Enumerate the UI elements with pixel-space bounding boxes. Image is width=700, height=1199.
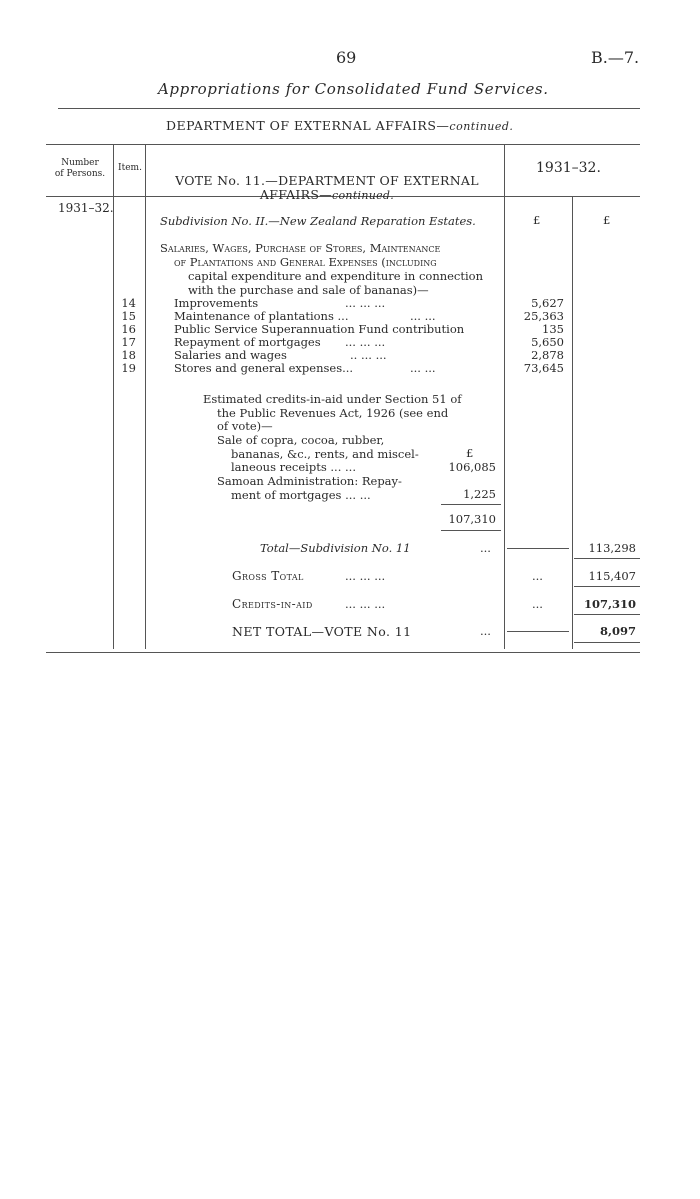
sale-receipts-amount: 106,085	[448, 460, 496, 474]
gross-total-leader: ... ... ...	[345, 569, 386, 583]
pound-sign-credits: £	[466, 446, 474, 460]
item-label: Public Service Superannuation Fund contribution	[174, 322, 465, 336]
credits-in-aid-rule	[574, 614, 640, 615]
samoan-repayment-amount: 1,225	[463, 487, 496, 501]
pound-sign-items: £	[533, 213, 541, 227]
sale-receipts-description: Sale of copra, cocoa, rubber, bananas, &c., rents, and miscel- laneous receipts ... ...	[217, 433, 419, 474]
credits-in-aid-amount: 107,310	[583, 597, 636, 611]
table-top-rule	[46, 144, 640, 145]
subdivision-total-amount: 113,298	[588, 541, 636, 555]
document-reference: B.—7.	[591, 48, 640, 67]
persons-year: 1931–32.	[58, 201, 114, 215]
item-amount: 73,645	[523, 361, 564, 375]
item-leader: ... ... ...	[345, 296, 386, 310]
credits-subtotal-underline	[441, 530, 501, 531]
item-label: Improvements	[174, 296, 259, 310]
net-total-leader: ...	[480, 624, 491, 638]
subdivision-total-dash	[507, 548, 569, 549]
header-item: Item.	[118, 163, 142, 173]
item-number: 14	[121, 296, 136, 310]
item-number: 19	[121, 361, 136, 375]
item-leader: ... ...	[410, 361, 436, 375]
gross-total-rule	[574, 586, 640, 587]
header-number-of-persons: Number of Persons.	[54, 158, 106, 179]
net-total-amount: 8,097	[599, 624, 636, 638]
column-divider-amount	[504, 144, 505, 649]
credits-subtotal-amount: 107,310	[448, 512, 496, 526]
item-amount: 5,650	[531, 335, 564, 349]
item-amount: 2,878	[531, 348, 564, 362]
subdivision-total-rule	[574, 558, 640, 559]
net-total-rule	[574, 642, 640, 643]
item-number: 16	[121, 322, 136, 336]
item-number: 15	[121, 309, 136, 323]
item-number: 18	[121, 348, 136, 362]
item-label: Repayment of mortgages	[174, 335, 321, 349]
item-amount: 135	[542, 322, 564, 336]
credits-in-aid-label: Credits-in-aid	[232, 597, 313, 611]
net-total-label: NET TOTAL—VOTE No. 11	[232, 624, 412, 639]
page-number: 69	[336, 48, 357, 67]
item-number: 17	[121, 335, 136, 349]
subdivision-total-leader: ...	[480, 541, 491, 555]
gross-total-mid-leader: ...	[532, 569, 543, 583]
gross-total-label: Gross Total	[232, 569, 304, 583]
net-total-dash	[507, 631, 569, 632]
gross-total-amount: 115,407	[588, 569, 636, 583]
item-label: Maintenance of plantations ...	[174, 309, 349, 323]
pound-sign-totals: £	[603, 213, 611, 227]
header-year: 1931–32.	[536, 160, 601, 176]
item-leader: ... ... ...	[345, 335, 386, 349]
credits-in-aid-description: Estimated credits-in-aid under Section 51 of the Public Revenues Act, 1926 (see end of vote)—	[203, 392, 462, 433]
column-divider-item	[145, 144, 146, 649]
table-bottom-rule	[46, 652, 640, 653]
department-heading: DEPARTMENT OF EXTERNAL AFFAIRS—continued.	[166, 118, 514, 133]
item-amount: 25,363	[523, 309, 564, 323]
samoan-repayment-description: Samoan Administration: Repay- ment of mortgages ... ...	[217, 474, 402, 502]
item-amount: 5,627	[531, 296, 564, 310]
subdivision-title: Subdivision No. II.—New Zealand Reparation Estates.	[160, 214, 476, 228]
column-divider-total	[572, 196, 573, 649]
credits-in-aid-leader: ... ... ...	[345, 597, 386, 611]
page-title: Appropriations for Consolidated Fund Services.	[158, 80, 549, 98]
item-leader: .. ... ...	[350, 348, 387, 362]
column-divider-persons	[113, 144, 114, 649]
title-rule	[58, 108, 640, 109]
item-leader: ... ...	[410, 309, 436, 323]
subdivision-total-label: Total—Subdivision No. 11	[260, 541, 411, 555]
credits-in-aid-mid-leader: ...	[532, 597, 543, 611]
vote-title: VOTE No. 11.—DEPARTMENT OF EXTERNAL AFFAIRS—continued.	[175, 173, 479, 202]
salaries-description: Salaries, Wages, Purchase of Stores, Maintenance of Plantations and General Expenses (including capital expenditure and expenditure in connection with the purchase and sale of bananas)—	[160, 241, 484, 297]
item-label: Salaries and wages	[174, 348, 287, 362]
credits-subtotal-rule	[441, 504, 501, 505]
item-label: Stores and general expenses...	[174, 361, 354, 375]
